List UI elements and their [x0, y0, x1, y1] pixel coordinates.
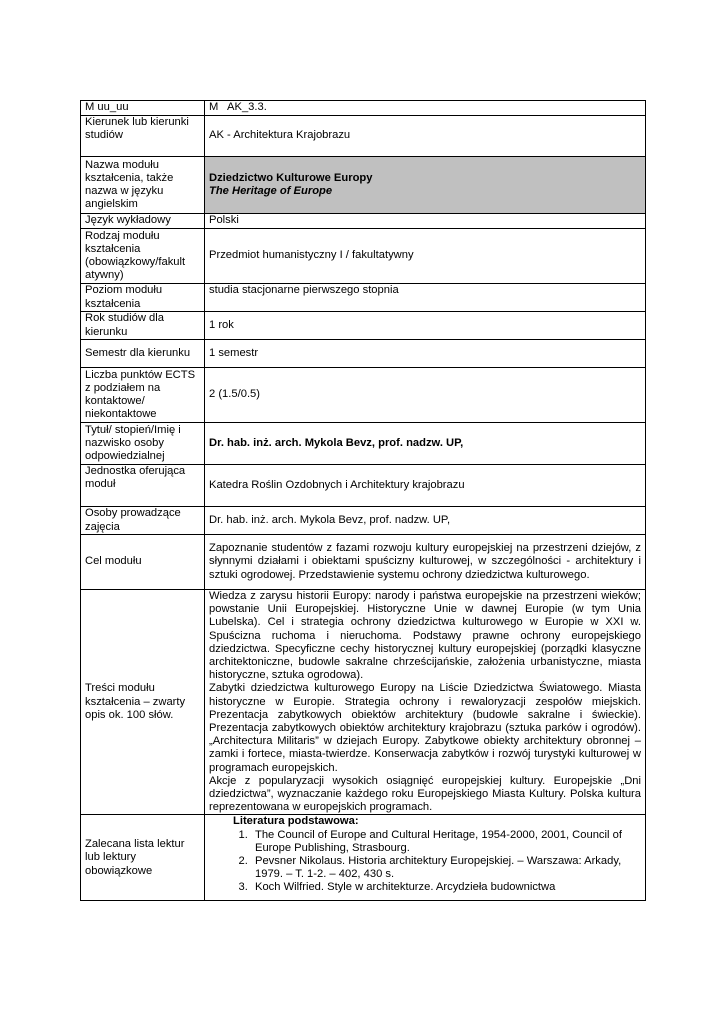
- table-row: [81, 507, 646, 535]
- unit-value: Katedra Roślin Ozdobnych i Architektury krajobrazu: [205, 465, 646, 507]
- unit-label: Jednostka oferująca moduł: [81, 465, 205, 507]
- instructors-value: Dr. hab. inż. arch. Mykola Bevz, prof. nadzw. UP,: [205, 507, 646, 535]
- table-row: [81, 340, 646, 368]
- table-row: [81, 229, 646, 284]
- table-row: [81, 157, 646, 214]
- year-value: 1 rok: [205, 312, 646, 340]
- responsible-label: Tytuł/ stopień/Imię i nazwisko osoby odpowiedzialnej: [81, 423, 205, 465]
- module-name-en: The Heritage of Europe: [209, 185, 333, 197]
- content-value: [205, 590, 646, 815]
- content-label: Treści modułu kształcenia – zwarty opis ok. 100 słów.: [81, 590, 205, 815]
- level-label: Poziom modułu kształcenia: [81, 284, 205, 312]
- goal-label: Cel modułu: [81, 535, 205, 590]
- content-paragraph-3: Akcje z popularyzacji wysokich osiągnięć europejskiej kultury. Europejskie „Dni dziedzictwa”, wyznaczanie każdego roku Europejskiego Miasta Kultury. Polska kultura reprezentowana w europejskich programach.: [209, 774, 641, 814]
- literature-value: [205, 815, 646, 901]
- content-paragraph-1: Wiedza z zarysu historii Europy: narody i państwa europejskie na przestrzeni wieków; powstanie Unii Europejskiej. Historyczne Unie w dawnej Europie (w tym Unia Lubelska). Cel i strategia ochrony dziedzictwa kulturowego w Europie w XXI w. Spuścizna ruchoma i nieruchoma. Podstawy prawne ochrony europejskiego dziedzictwa. Specyficzne cechy historycznej kultury europejskiej (porządki klasyczne architektoniczne, budowle sakralne chrześcijańskie, założenia urbanistyczne, miasta historyczne, sztuka ogrodowa).: [209, 590, 641, 682]
- module-syllabus-table: [80, 100, 646, 901]
- module-type-label: Rodzaj modułu kształcenia (obowiązkowy/fakult atywny): [81, 229, 205, 284]
- language-label: Język wykładowy: [81, 214, 205, 229]
- content-paragraph-2: Zabytki dziedzictwa kulturowego Europy na Liście Dziedzictwa Światowego. Miasta historyczne w Europie. Strategia ochrony i rewaloryzacji zespołów miejskich. Prezentacja zabytkowych obiektów architektury (budowle sakralne i świeckie). Prezentacja zabytkowych obiektów architektury krajobrazu (sztuka parków i ogrodów). „Architectura Militaris” w dziejach Europy. Zabytkowe obiekty architektury obronnej – zamki i fortece, miasta-twierdze. Konserwacja zabytków i rozwój turystyki kulturowej w programach europejskich.: [209, 682, 641, 774]
- list-item: 1. The Council of Europe and Cultural Heritage, 1954-2000, 2001, Council of Europe Publishing, Strasbourg.: [251, 829, 641, 855]
- list-item: 2. Pevsner Nikolaus. Historia architektury Europejskiej. – Warszawa: Arkady, 1979. – T. 1-2. – 402, 430 s.: [251, 855, 641, 881]
- semester-label: Semestr dla kierunku: [81, 340, 205, 368]
- table-row: [81, 116, 646, 157]
- module-type-value: Przedmiot humanistyczny I / fakultatywny: [205, 229, 646, 284]
- semester-value: 1 semestr: [205, 340, 646, 368]
- ects-label: Liczba punktów ECTS z podziałem na kontaktowe/ niekontaktowe: [81, 368, 205, 423]
- table-row: [81, 284, 646, 312]
- module-code-label: M uu_uu: [81, 101, 205, 116]
- literature-label: Zalecana lista lektur lub lektury obowiązkowe: [81, 815, 205, 901]
- table-row: [81, 465, 646, 507]
- module-name-value: [205, 157, 646, 214]
- language-value: Polski: [205, 214, 646, 229]
- field-of-study-label: Kierunek lub kierunki studiów: [81, 116, 205, 157]
- table-row: [81, 368, 646, 423]
- table-row: [81, 815, 646, 901]
- ects-value: 2 (1.5/0.5): [205, 368, 646, 423]
- table-row: [81, 214, 646, 229]
- goal-value: Zapoznanie studentów z fazami rozwoju kultury europejskiej na przestrzeni dziejów, z słynnymi działami i obiektami spuścizny kulturowej, w szczególności - architektury i sztuki ogrodowej. Przedstawienie systemu ochrony dziedzictwa kulturowego.: [205, 535, 646, 590]
- year-label: Rok studiów dla kierunku: [81, 312, 205, 340]
- table-row: [81, 101, 646, 116]
- module-name-label: Nazwa modułu kształcenia, także nazwa w języku angielskim: [81, 157, 205, 214]
- table-row: [81, 423, 646, 465]
- instructors-label: Osoby prowadzące zajęcia: [81, 507, 205, 535]
- table-row: [81, 312, 646, 340]
- list-item: 3. Koch Wilfried. Style w architekturze. Arcydzieła budownictwa: [251, 881, 641, 894]
- literature-heading: Literatura podstawowa:: [233, 815, 359, 828]
- level-value: studia stacjonarne pierwszego stopnia: [205, 284, 646, 312]
- module-code-value: M AK_3.3.: [205, 101, 646, 116]
- module-name-pl: Dziedzictwo Kulturowe Europy: [209, 171, 373, 184]
- literature-list: [209, 829, 641, 895]
- responsible-value: Dr. hab. inż. arch. Mykola Bevz, prof. nadzw. UP,: [205, 423, 646, 465]
- table-row: [81, 535, 646, 590]
- table-row: [81, 590, 646, 815]
- field-of-study-value: AK - Architektura Krajobrazu: [205, 116, 646, 157]
